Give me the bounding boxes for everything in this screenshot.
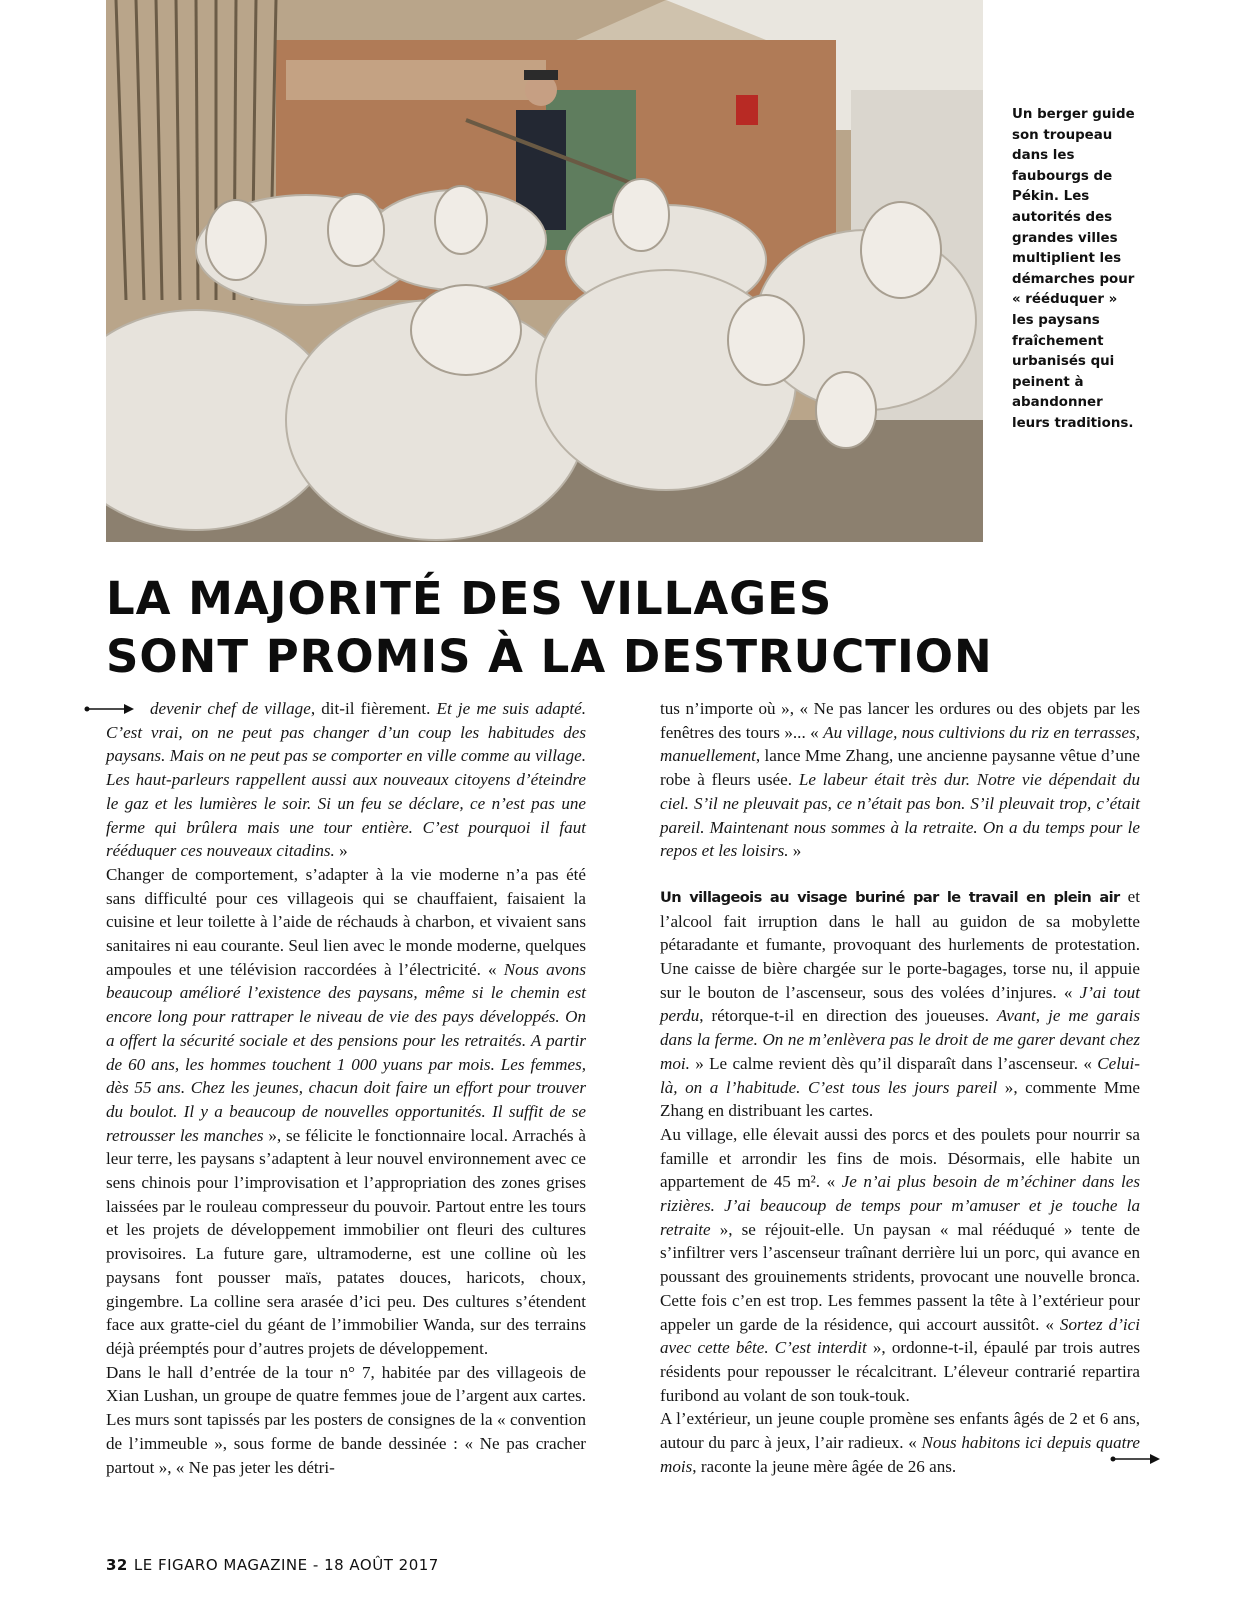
caption-line: Un berger guide — [1012, 107, 1135, 122]
article-paragraph — [660, 885, 1140, 1123]
page-footer — [106, 1556, 439, 1574]
paragraph-lead-in: Un villageois au visage buriné par le travail en plein air — [660, 888, 1120, 906]
article-headline — [106, 570, 1156, 686]
end-arrow-icon — [1110, 1453, 1162, 1465]
caption-line: leurs traditions. — [1012, 415, 1134, 431]
caption-line: autorités des — [1012, 209, 1113, 225]
headline-line-2: SONT PROMIS À LA DESTRUCTION — [106, 630, 993, 683]
caption-line: abandonner — [1012, 395, 1103, 411]
article-paragraph: A l’extérieur, un jeune couple promène ses enfants âgés de 2 et 6 ans, autour du parc à jeux, l’air radieux. « Nous habitons ici depuis quatre mois, raconte la jeune mère âgée de 26 ans. — [660, 1409, 1141, 1476]
article-column-left — [106, 697, 586, 1479]
caption-line: dans les — [1012, 148, 1075, 164]
caption-line: son troupeau — [1012, 127, 1113, 143]
article-paragraph: Dans le hall d’entrée de la tour n° 7, habitée par des villageois de Xian Lushan, un groupe de quatre femmes joue de l’argent aux cartes. Les murs sont tapissés par les posters de consignes de la « convention de l’immeuble », sous forme de bande dessinée : « Ne pas cracher partout », « Ne pas jeter les détri- — [106, 1362, 586, 1477]
article-paragraph: devenir chef de village, dit-il fièrement. Et je me suis adapté. C’est vrai, on ne peut pas changer d’un coup les habitudes des paysans. Mais on ne peut pas se comporter en ville comme au village. Les haut-parleurs rappellent aussi aux nouveaux citoyens d’éteindre le gaz et les lumières le soir. Si un feu se déclare, ce n’est pas une ferme qui brûlera mais une tour entière. C’est pourquoi il faut rééduquer ces nouveaux citadins. » — [106, 699, 586, 861]
caption-line: grandes villes — [1012, 230, 1118, 246]
article-paragraph: Changer de comportement, s’adapter à la vie moderne n’a pas été sans difficulté pour ces villageois qui se chauffaient, faisaient la cuisine et leur toilette à l’aide de réchauds à charbon, et vivaient sans sanitaires ni eau courante. Seul lien avec le monde moderne, quelques ampoules et une télévision raccordées à l’électricité. « Nous avons beaucoup amélioré l’existence des paysans, même si le chemin est encore long pour rattraper le niveau de vie des pays développés. On a offert la sécurité sociale et des pensions pour les retraités. A partir de 60 ans, les hommes touchent 1 000 yuans par mois. Les femmes, dès 55 ans. Chez les jeunes, chacun doit faire un effort pour trouver du boulot. Il y a beaucoup de nouvelles opportunités. Il suffit de se retrousser les manches », se félicite le fonctionnaire local. Arrachés à leur terre, les paysans s’adaptent à leur nouvel environnement avec ce sens chinois pour l’improvisation et l’appropriation des zones grises laissées par le rouleau compresseur du pouvoir. Partout entre les tours et les projets de développement immobilier ont fleuri des cultures provisoires. La future gare, ultramoderne, est une colline où les paysans font pousser maïs, patates douces, haricots, choux, gingembre. La colline sera arasée d’ici peu. Des cultures s’étendent face aux gratte-ciel du géant de l’immobilier Wanda, sur des terrains déjà préemptés pour d’autres projets de développement. — [106, 864, 586, 1358]
caption-line: peinent à — [1012, 374, 1084, 390]
caption-line: démarches pour — [1012, 271, 1135, 287]
caption-line: fraîchement — [1012, 333, 1104, 349]
paragraph-body: et l’alcool fait irruption dans le hall au guidon de sa mobylette pétaradante et fumante, provoquant des hurlements de protestation. Une caisse de bière chargée sur le porte-bagages, torse nu, il appuie sur le bouton de l’ascenseur, sous des volées d’injures. « J’ai tout perdu, rétorque-t-il en direction des joueuses. Avant, je me garais dans la ferme. On ne m’enlèvera pas le droit de me garer devant chez moi. » Le calme revient dès qu’il disparaît dans l’ascenseur. « Celui-là, on a l’habitude. C’est tous les jours pareil », commente Mme Zhang en distribuant les cartes. — [660, 886, 1141, 1121]
caption-line: « rééduquer » — [1012, 292, 1118, 308]
article-paragraph: Au village, elle élevait aussi des porcs et des poulets pour nourrir sa famille et arrondir les fins de mois. Désormais, elle habite un appartement de 45 m². « Je n’ai plus besoin de m’échiner dans les rizières. J’ai beaucoup de temps pour m’amuser et je touche la retraite », se réjouit-elle. Un paysan « mal rééduqué » tente de s’infiltrer vers l’ascenseur traînant derrière lui un porc, qui avance en poussant des grouinements stridents, provocant une nouvelle bronca. Cette fois c’en est trop. Les femmes passent la tête à l’extérieur pour appeler un garde de la résidence, qui accourt aussitôt. « Sortez d’ici avec cette bête. C’est interdit », ordonne-t-il, épaulé par trois autres résidents pour repousser le récalcitrant. L’éleveur contrarié repartira furibond au volant de son touk-touk. — [660, 1124, 1140, 1405]
photo-caption — [1012, 105, 1152, 435]
article-paragraph: tus n’importe où », « Ne pas lancer les ordures ou des objets par les fenêtres des tours »... « Au village, nous cultivions du riz en terrasses, manuellement, lance Mme Zhang, une ancienne paysanne vêtue d’une robe à fleurs usée. Le labeur était très dur. Notre vie dépendait du ciel. S’il ne pleuvait pas, ce n’était pas bon. S’il pleuvait trop, c’était pareil. Maintenant nous sommes à la retraite. On a du temps pour le repos et les loisirs. » — [660, 699, 1141, 861]
headline-line-1: LA MAJORITÉ DES VILLAGES — [106, 572, 833, 625]
sheep-flock-photo — [106, 0, 983, 542]
page-number: 32 — [106, 1556, 128, 1574]
publication-info: LE FIGARO MAGAZINE - 18 AOÛT 2017 — [133, 1556, 439, 1574]
article-column-right — [660, 697, 1140, 1479]
caption-line: faubourgs de — [1012, 168, 1113, 184]
sheep-flock-photo-icon — [106, 0, 983, 542]
caption-line: les paysans — [1012, 312, 1100, 328]
caption-line: urbanisés qui — [1012, 354, 1115, 370]
caption-line: multiplient les — [1012, 251, 1122, 267]
caption-line: Pékin. Les — [1012, 189, 1090, 205]
